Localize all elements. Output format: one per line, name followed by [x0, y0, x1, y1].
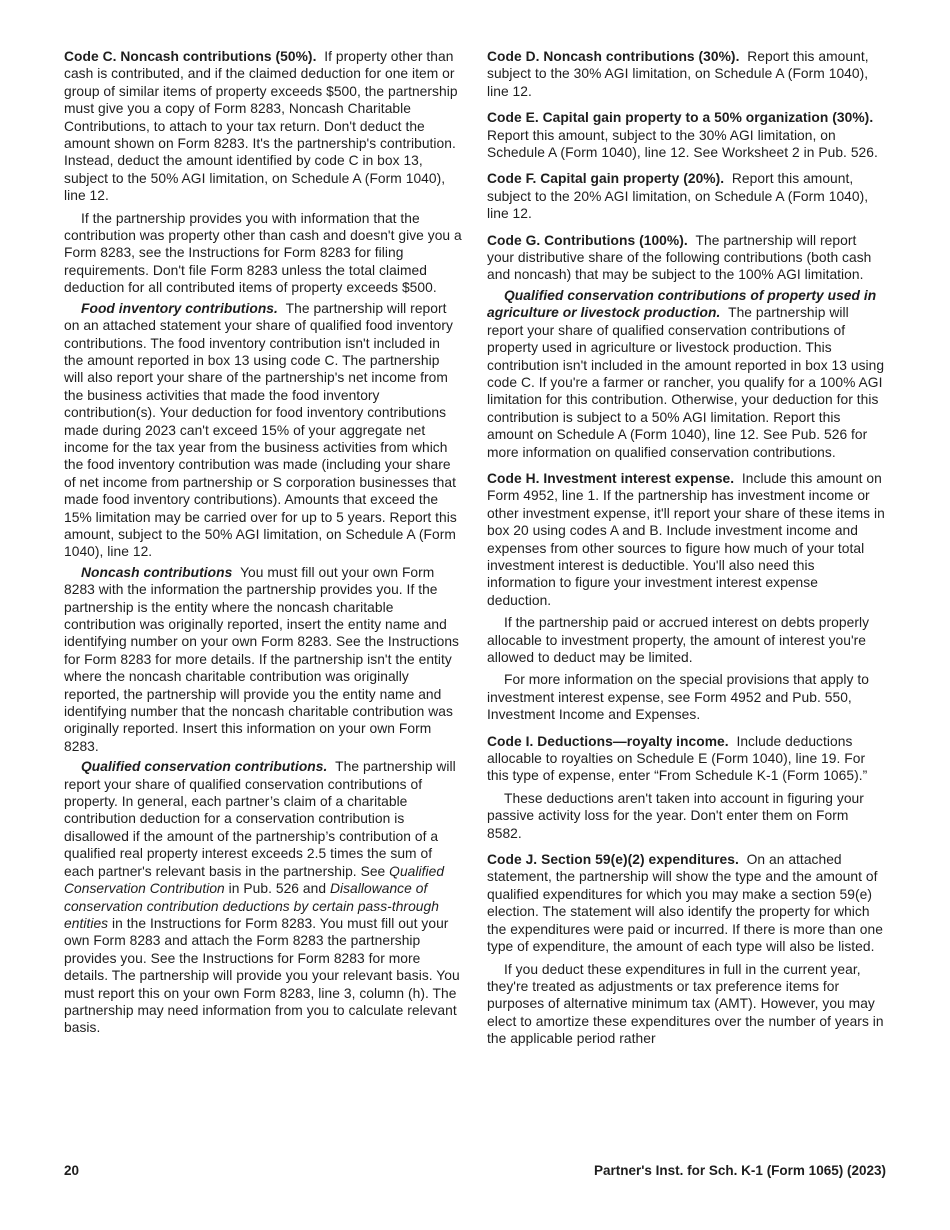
- subheading-text: Qualified conservation contributions.: [81, 759, 336, 775]
- body-text: Report this amount, subject to the 30% AGI limitation, on Schedule A (Form 1040), line 12. See Worksheet 2 in Pub. 526.: [487, 127, 878, 161]
- body-text: If the partnership provides you with information that the contribution was property other than cash and doesn't give you a Form 8283, see the Instructions for Form 8283 for filing requirements. Don't file Form 8283 unless the total claimed deduction for all contributed items of property exceeds $500.: [64, 210, 466, 296]
- body-text: If you deduct these expenditures in full in the current year, they're treated as adjustments or tax preference items for purposes of alternative minimum tax (AMT). However, you may elect to amortize these expenditures over the number of years in the applicable period rather: [487, 961, 888, 1047]
- body-text: The partnership will report on an attached statement your share of qualified food inventory contributions. The food inventory contribution isn't included in the amount reported in box 13 using code C. The partnership will also report your share of the partnership's net income from the business activities that made the food inventory contribution(s). Your deduction for food inventory contributions made during 2023 can't exceed 15% of your aggregate net income for the tax year from the business activities from which the food inventory contribution was made (including your share of net income from partnership or S corporation businesses that made food inventory contributions). Amounts that exceed the 15% limitation may be carried over for up to 5 years. Report this amount, subject to the 50% AGI limitation, on Schedule A (Form 1040), line 12.: [64, 300, 461, 560]
- italic-reference-text: Disallowance of conservation contribution deductions by certain pass-through entities: [64, 881, 443, 931]
- paragraph: [64, 300, 462, 561]
- section-paragraph: [487, 48, 885, 100]
- footer-doc-title: Partner's Inst. for Sch. K-1 (Form 1065) (2023): [593, 1163, 886, 1178]
- page-footer: [64, 1163, 886, 1178]
- code-heading-text: Code D. Noncash contributions (30%).: [487, 49, 748, 64]
- body-text: Report this amount, subject to the 20% AGI limitation, on Schedule A (Form 1040), line 12.: [487, 171, 873, 222]
- body-text: On an attached statement, the partnership will show the type and the amount of qualified expenditures for which you may make a section 59(e) election. The statement will also identify the property for which the expenditures were paid or incurred. If there is more than one type of expenditure, the amount of each type will also be listed.: [487, 852, 887, 955]
- body-text: These deductions aren't taken into account in figuring your passive activity loss for the year. Don't enter them on Form 8582.: [487, 790, 868, 841]
- section-paragraph: [487, 170, 885, 222]
- code-heading-text: Code J. Section 59(e)(2) expenditures.: [487, 852, 747, 868]
- section-paragraph: [487, 470, 889, 609]
- body-text: in Pub. 526 and: [224, 881, 330, 897]
- body-text: Report this amount, subject to the 30% AGI limitation, on Schedule A (Form 1040), line 12.: [487, 49, 873, 99]
- body-text: If property other than cash is contributed, and if the claimed deduction for one item or group of similar items of property exceeds $500, the partnership must give you a copy of Form 8283, Noncash Charitable Contributions, to attach to your tax return. Don't deduct the amount shown on Form 8283. It's the partnership's contribution. Instead, deduct the amount identified by code C in box 13, subject to the 50% AGI limitation, on Schedule A (Form 1040), line 12.: [64, 49, 462, 204]
- two-column-layout: [64, 48, 889, 1048]
- body-text: You must fill out your own Form 8283 with the information the partnership provides you. If the partnership is the entity where the noncash charitable contribution was originally reported, insert the entity name and identifying number on your own Form 8283. See the Instructions for Form 8283 for more details. If the partnership isn't the entity where the noncash charitable contribution was originally reported, the partnership will provide you the entity name and identifying number that the noncash charitable contribution was originally reported. Insert this information on your own Form 8283.: [64, 564, 463, 754]
- right-column: [487, 48, 889, 1048]
- paragraph: [64, 758, 462, 1037]
- body-text: in the Instructions for Form 8283. You must fill out your own Form 8283 and attach the Form 8283 the partnership provides you. See the Instructions for Form 8283 for more details. The partnership will provide you your relevant basis. You must report this on your own Form 8283, line 3, column (h). The partnership may need information from you to calculate relevant basis.: [64, 915, 464, 1036]
- section-paragraph: [64, 48, 462, 205]
- subheading-text: Qualified conservation contributions of property used in agriculture or livestock production.: [487, 287, 881, 321]
- italic-reference-text: Qualified Conservation Contribution: [64, 863, 448, 897]
- paragraph: [487, 287, 888, 461]
- body-text: Include this amount on Form 4952, line 1. If the partnership has investment income or other investment expense, it'll report your share of these items in box 20 using codes A and B. Include investment income and expenses from other sources to figure how much of your total investment interest is deductible. You'll also need this information to figure your investment interest expense deduction.: [487, 470, 889, 608]
- subheading-text: Noncash contributions: [81, 564, 241, 580]
- paragraph: [64, 210, 466, 297]
- body-text: For more information on the special provisions that apply to investment interest expense, see Form 4952 and Pub. 550, Investment Income and Expenses.: [487, 672, 873, 723]
- body-text: The partnership will report your distributive share of the following contributions (both cash and noncash) that may be subject to the 100% AGI limitation.: [487, 232, 876, 283]
- paragraph: [64, 564, 462, 755]
- code-heading-text: Code C. Noncash contributions (50%).: [64, 49, 325, 64]
- subheading-text: Food inventory contributions.: [81, 300, 286, 316]
- paragraph: [487, 961, 888, 1048]
- body-text: The partnership will report your share of qualified conservation contributions of property used in agriculture or livestock production. This contribution isn't included in the amount reported in box 13 using code C. If you're a farmer or rancher, you qualify for a 100% AGI limitation for this contribution. Otherwise, your deduction for this contribution is subject to a 50% AGI limitation. Report this amount on Schedule A (Form 1040), line 12. See Pub. 526 for more information on qualified conservation contributions.: [487, 305, 888, 460]
- section-paragraph: [487, 232, 885, 284]
- paragraph: [487, 671, 885, 723]
- code-heading-text: Code H. Investment interest expense.: [487, 470, 742, 486]
- code-heading-text: Code I. Deductions—royalty income.: [487, 733, 737, 749]
- body-text: The partnership will report your share of qualified conservation contributions of property. In general, each partner’s claim of a charitable contribution deduction for a conservation contribution is disallowed if the amount of the partnership’s contribution of a qualified real property interest exceeds 2.5 times the sum of each partner's relevant basis in the partnership. See: [64, 759, 460, 879]
- section-paragraph: [487, 851, 885, 955]
- left-column: [64, 48, 466, 1048]
- code-heading-text: Code F. Capital gain property (20%).: [487, 171, 732, 187]
- code-heading-text: Code E. Capital gain property to a 50% organization (30%).: [487, 110, 881, 126]
- page-number: 20: [64, 1163, 80, 1178]
- paragraph: [487, 790, 885, 842]
- paragraph: [487, 614, 885, 666]
- section-paragraph: [487, 109, 885, 161]
- section-paragraph: [487, 733, 885, 785]
- code-heading-text: Code G. Contributions (100%).: [487, 232, 696, 248]
- body-text: If the partnership paid or accrued interest on debts properly allocable to investment property, the amount of interest you're allowed to deduct may be limited.: [487, 615, 873, 665]
- body-text: Include deductions allocable to royalties on Schedule E (Form 1040), line 19. For this type of expense, enter “From Schedule K-1 (Form 1065).”: [487, 733, 869, 784]
